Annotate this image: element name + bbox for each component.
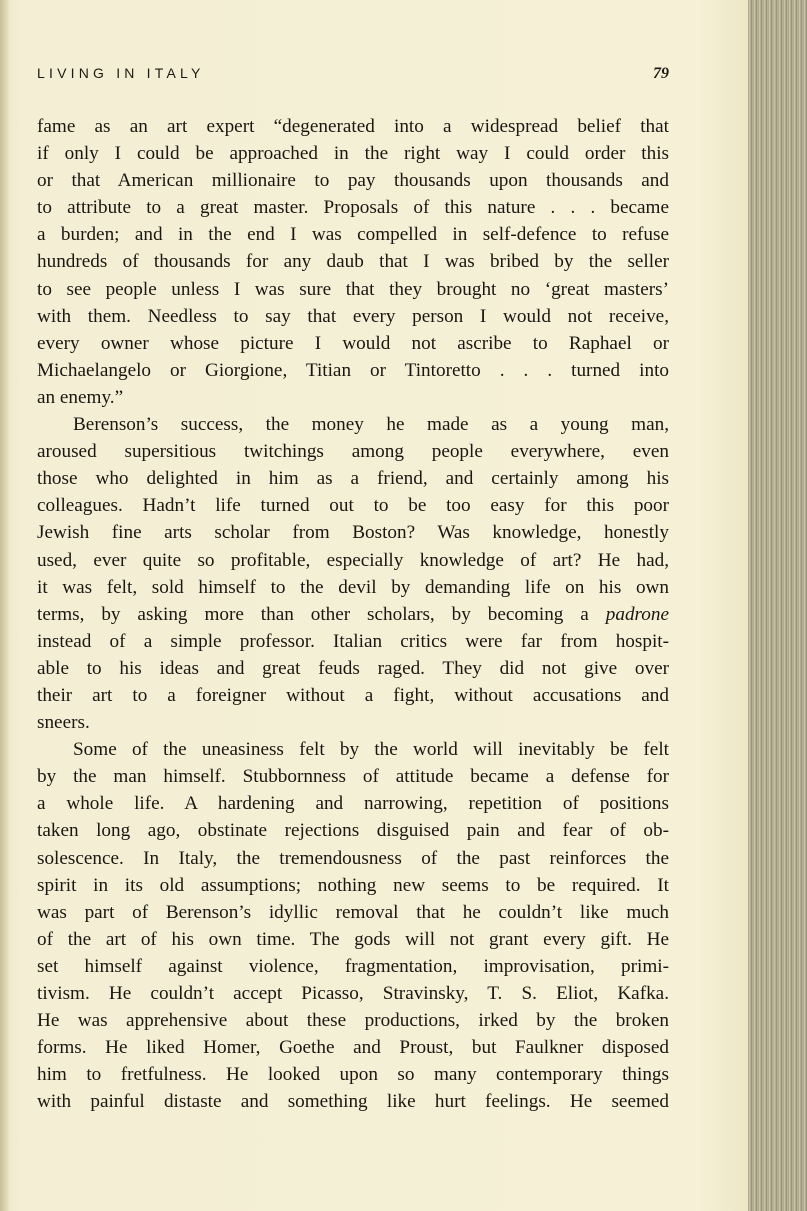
text-line: forms. He liked Homer, Goethe and Proust, but Faulkner disposed	[37, 1037, 669, 1059]
spine-shadow	[0, 0, 10, 1211]
text-line: with them. Needless to say that every person I would not receive,	[37, 305, 669, 327]
text-line: a burden; and in the end I was compelled in self-defence to refuse	[37, 224, 669, 246]
text-line: Jewish fine arts scholar from Boston? Was knowledge, honestly	[37, 522, 669, 544]
text-line: sneers.	[37, 712, 90, 734]
body-text	[37, 113, 669, 1115]
text-line: taken long ago, obstinate rejections disguised pain and fear of ob-	[37, 820, 669, 842]
paragraph-1	[37, 113, 669, 411]
text-line: set himself against violence, fragmentation, improvisation, primi-	[37, 955, 669, 977]
running-head	[37, 65, 669, 87]
text-line: their art to a foreigner without a fight, without accusations and	[37, 684, 669, 706]
text-line: if only I could be approached in the right way I could order this	[37, 143, 669, 165]
text-line: colleagues. Hadn’t life turned out to be too easy for this poor	[37, 495, 669, 517]
paragraph-3	[37, 736, 669, 1115]
text-line: spirit in its old assumptions; nothing new seems to be required. It	[37, 874, 669, 896]
running-title: LIVING IN ITALY	[37, 65, 205, 81]
text-line: Some of the uneasiness felt by the world will inevitably be felt	[73, 739, 669, 761]
text-line: was part of Berenson’s idyllic removal that he couldn’t like much	[37, 901, 669, 923]
text-line: Berenson’s success, the money he made as a young man,	[73, 414, 669, 436]
text-line: able to his ideas and great feuds raged. They did not give over	[37, 657, 669, 679]
text-line: him to fretfulness. He looked upon so many contemporary things	[37, 1064, 669, 1086]
text-line-with-italic	[37, 601, 669, 628]
text-line: of the art of his own time. The gods will not grant every gift. He	[37, 928, 669, 950]
text-line: He was apprehensive about these productions, irked by the broken	[37, 1010, 669, 1032]
text-line: used, ever quite so profitable, especially knowledge of art? He had,	[37, 549, 669, 571]
text-line: a whole life. A hardening and narrowing, repetition of positions	[37, 793, 669, 815]
text-line: solescence. In Italy, the tremendousness of the past reinforces the	[37, 847, 669, 869]
text-line: it was felt, sold himself to the devil by demanding life on his own	[37, 576, 669, 598]
text-line: to attribute to a great master. Proposals of this nature . . . became	[37, 197, 669, 219]
page-edge	[748, 0, 807, 1211]
text-fragment: terms, by asking more than other scholars, by becoming a	[37, 603, 589, 625]
page-number: 79	[653, 65, 669, 82]
text-line: instead of a simple professor. Italian critics were far from hospit-	[37, 630, 669, 652]
text-line: hundreds of thousands for any daub that I was bribed by the seller	[37, 251, 669, 273]
text-line: an enemy.”	[37, 386, 124, 408]
text-line: Michaelangelo or Giorgione, Titian or Tintoretto . . . turned into	[37, 359, 669, 381]
text-line: every owner whose picture I would not ascribe to Raphael or	[37, 332, 669, 354]
paragraph-2	[37, 411, 669, 736]
text-line: tivism. He couldn’t accept Picasso, Stravinsky, T. S. Eliot, Kafka.	[37, 983, 669, 1004]
text-line: fame as an art expert “degenerated into a widespread belief that	[37, 116, 669, 137]
text-line: those who delighted in him as a friend, and certainly among his	[37, 468, 669, 490]
text-line: or that American millionaire to pay thousands upon thousands and	[37, 170, 669, 192]
text-line: aroused supersitious twitchings among people everywhere, even	[37, 441, 669, 463]
text-line: by the man himself. Stubbornness of attitude became a defense for	[37, 766, 669, 788]
text-line: to see people unless I was sure that they brought no ‘great masters’	[37, 278, 669, 300]
italic-word: padrone	[605, 603, 669, 625]
text-line: with painful distaste and something like hurt feelings. He seemed	[37, 1091, 669, 1113]
